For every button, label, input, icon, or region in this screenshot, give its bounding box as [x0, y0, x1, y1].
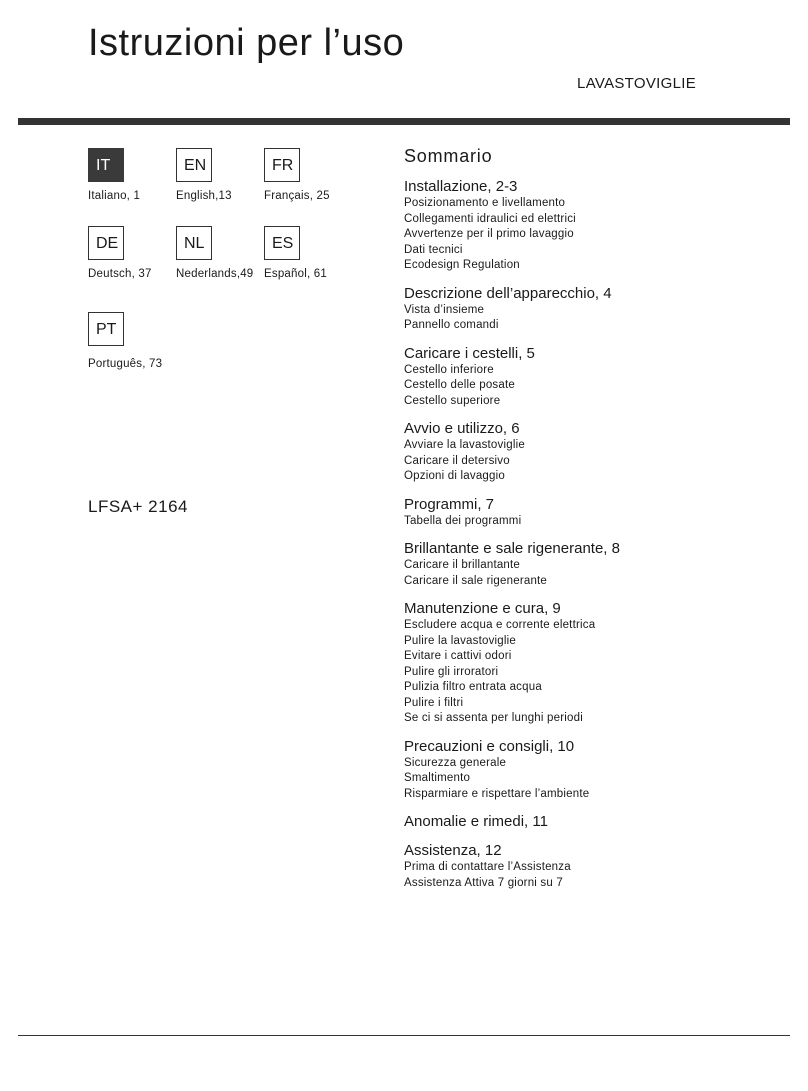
- toc-item[interactable]: Caricare il detersivo: [404, 454, 510, 467]
- toc-item[interactable]: Avviare la lavastoviglie: [404, 439, 525, 451]
- toc-section-heading[interactable]: Anomalie e rimedi, 11: [404, 813, 548, 830]
- toc-section: [404, 344, 794, 410]
- language-label: English,13: [176, 190, 232, 202]
- language-code-box[interactable]: FR: [264, 148, 300, 182]
- language-code-box[interactable]: ES: [264, 226, 300, 260]
- toc-item[interactable]: Avvertenze per il primo lavaggio: [404, 228, 574, 240]
- toc-section: [404, 495, 794, 530]
- toc-item[interactable]: Cestello delle posate: [404, 379, 515, 391]
- language-label: Deutsch, 37: [88, 268, 152, 280]
- toc-section-heading[interactable]: Programmi, 7: [404, 495, 495, 513]
- toc-item[interactable]: Se ci si assenta per lunghi periodi: [404, 712, 583, 724]
- language-code-box[interactable]: PT: [88, 312, 124, 346]
- language-label: Español, 61: [264, 268, 327, 280]
- language-option-es[interactable]: [264, 226, 327, 280]
- language-code-box[interactable]: IT: [88, 148, 124, 182]
- toc-item[interactable]: Posizionamento e livellamento: [404, 197, 566, 209]
- toc-item[interactable]: Sicurezza generale: [404, 756, 507, 769]
- toc-item[interactable]: Smaltimento: [404, 772, 471, 784]
- toc-section-heading[interactable]: Descrizione dell’apparecchio, 4: [404, 284, 612, 302]
- language-label: Italiano, 1: [88, 190, 141, 202]
- toc-item[interactable]: Opzioni di lavaggio: [404, 470, 505, 482]
- language-code-box[interactable]: EN: [176, 148, 212, 182]
- toc-section: [404, 284, 794, 334]
- toc-item[interactable]: Pulire i filtri: [404, 696, 464, 709]
- toc-item[interactable]: Pannello comandi: [404, 319, 499, 331]
- page-title: Istruzioni per l’uso: [88, 22, 405, 64]
- toc-item[interactable]: Ecodesign Regulation: [404, 259, 520, 271]
- toc-section-heading[interactable]: Avvio e utilizzo, 6: [404, 420, 520, 437]
- toc-item[interactable]: Caricare il brillantante: [404, 559, 521, 571]
- toc-item[interactable]: Escludere acqua e corrente elettrica: [404, 619, 596, 631]
- language-label: Français, 25: [264, 190, 330, 202]
- toc-section-heading[interactable]: Precauzioni e consigli, 10: [404, 737, 575, 755]
- toc-section: [404, 177, 794, 274]
- language-label: Português, 73: [88, 358, 163, 370]
- toc-section-heading[interactable]: Installazione, 2-3: [404, 178, 518, 195]
- toc-section: [404, 812, 794, 831]
- language-label: Nederlands,49: [176, 268, 254, 280]
- footer-rule: [18, 1035, 790, 1036]
- toc-section: [404, 599, 794, 727]
- product-category: LAVASTOVIGLIE: [577, 75, 696, 92]
- toc-item[interactable]: Vista d’insieme: [404, 303, 485, 316]
- toc-item[interactable]: Dati tecnici: [404, 243, 463, 256]
- language-option-it[interactable]: [88, 148, 140, 202]
- toc-section-heading[interactable]: Manutenzione e cura, 9: [404, 600, 561, 617]
- table-of-contents: [404, 146, 794, 901]
- toc-item[interactable]: Cestello superiore: [404, 394, 501, 407]
- toc-item[interactable]: Cestello inferiore: [404, 363, 494, 376]
- toc-item[interactable]: Tabella dei programmi: [404, 514, 522, 527]
- toc-item[interactable]: Prima di contattare l’Assistenza: [404, 861, 571, 873]
- language-option-fr[interactable]: [264, 148, 330, 202]
- toc-title: Sommario: [404, 146, 493, 166]
- toc-section: [404, 419, 794, 485]
- language-code-box[interactable]: NL: [176, 226, 212, 260]
- toc-section-heading[interactable]: Caricare i cestelli, 5: [404, 344, 535, 362]
- toc-item[interactable]: Evitare i cattivi odori: [404, 650, 512, 662]
- language-code-box[interactable]: DE: [88, 226, 124, 260]
- toc-item[interactable]: Pulire gli irroratori: [404, 665, 499, 678]
- toc-item[interactable]: Pulizia filtro entrata acqua: [404, 681, 542, 693]
- toc-item[interactable]: Collegamenti idraulici ed elettrici: [404, 212, 576, 225]
- toc-item[interactable]: Assistenza Attiva 7 giorni su 7: [404, 876, 563, 889]
- header-rule: [18, 118, 790, 125]
- language-option-nl[interactable]: [176, 226, 253, 280]
- toc-item[interactable]: Risparmiare e rispettare l’ambiente: [404, 787, 590, 800]
- toc-section: [404, 737, 794, 803]
- language-option-de[interactable]: [88, 226, 152, 280]
- toc-section-heading[interactable]: Brillantante e sale rigenerante, 8: [404, 540, 620, 557]
- toc-section-heading[interactable]: Assistenza, 12: [404, 842, 502, 859]
- toc-item[interactable]: Caricare il sale rigenerante: [404, 574, 548, 587]
- language-option-en[interactable]: [176, 148, 232, 202]
- toc-item[interactable]: Pulire la lavastoviglie: [404, 634, 516, 647]
- toc-sections: [404, 177, 794, 891]
- language-option-pt[interactable]: [88, 312, 162, 370]
- toc-section: [404, 841, 794, 891]
- toc-section: [404, 539, 794, 589]
- model-number: LFSA+ 2164: [88, 497, 188, 516]
